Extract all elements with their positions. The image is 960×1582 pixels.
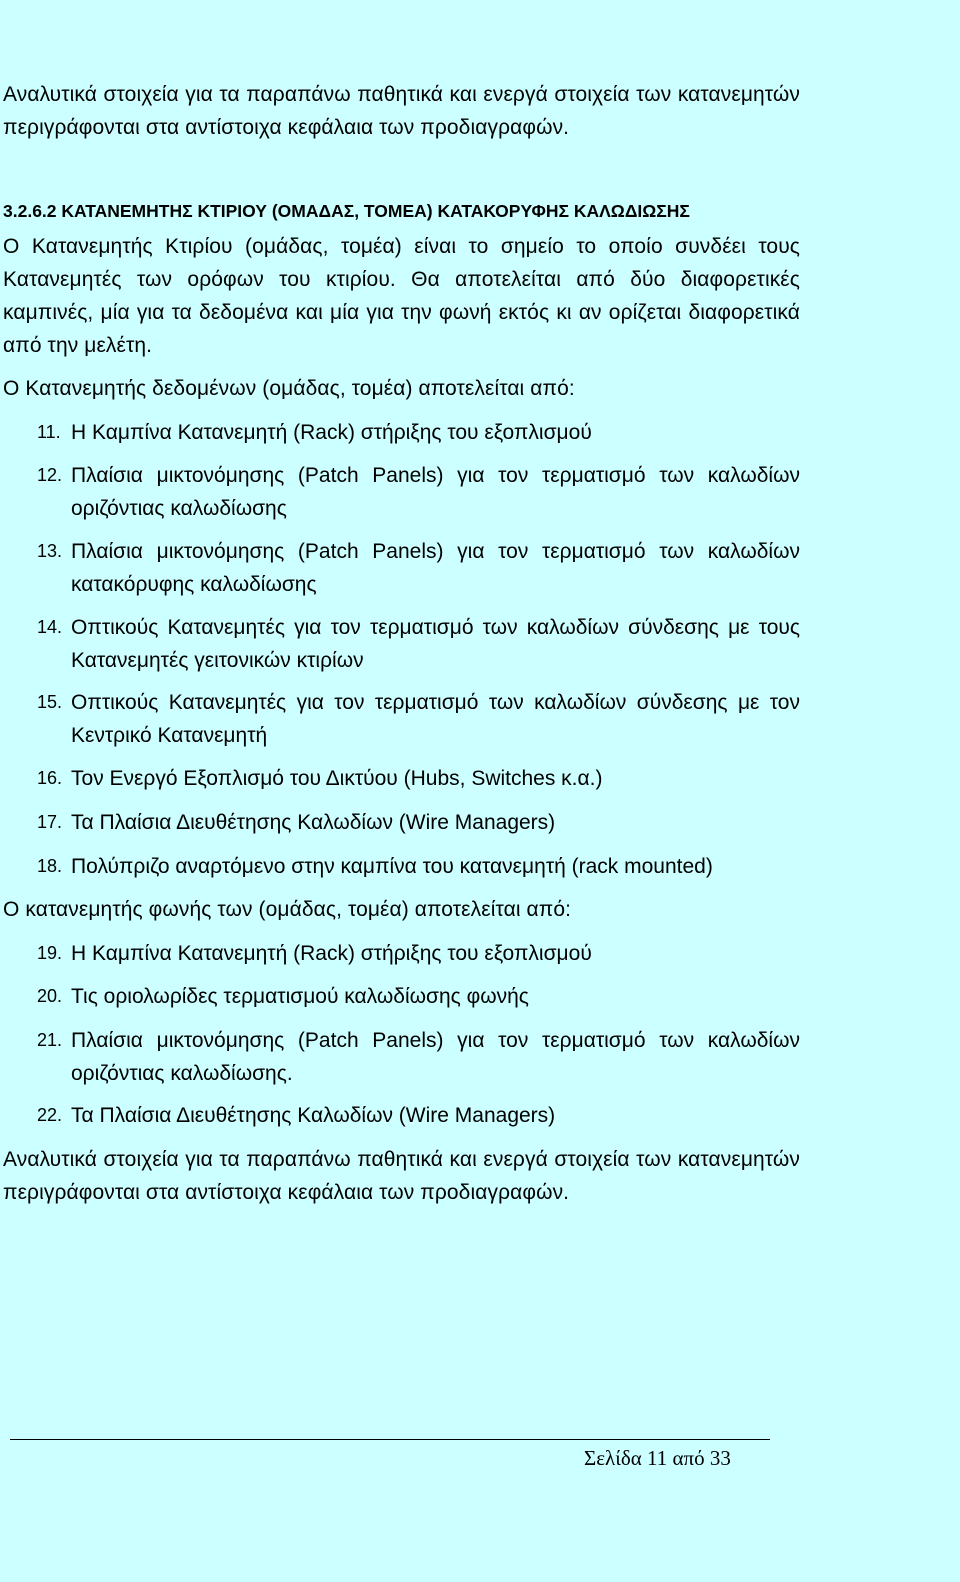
list-item-text: Η Καμπίνα Κατανεμητή (Rack) στήριξης του εξοπλισμού <box>71 942 592 965</box>
section-paragraph: Ο Κατανεμητής Κτιρίου (ομάδας, τομέα) είναι το σημείο το οποίο συνδέει τους Κατανεμητές των ορόφων του κτιρίου. Θα αποτελείται από δύο διαφορετικές καμπινές, μία για τα δεδομένα και μία για την φωνή εκτός κι αν ορίζεται διαφορετικά από την μελέτη. <box>3 235 800 357</box>
list-item <box>37 611 800 677</box>
list-item <box>37 937 800 970</box>
list-item-number: 11. <box>37 422 61 442</box>
voice-distributor-intro: Ο κατανεμητής φωνής των (ομάδας, τομέα) αποτελείται από: <box>3 898 572 921</box>
closing-paragraph: Αναλυτικά στοιχεία για τα παραπάνω παθητικά και ενεργά στοιχεία των κατανεμητών περιγράφονται στα αντίστοιχα κεφάλαια των προδιαγραφών. <box>3 1148 800 1204</box>
list-item-number: 12. <box>37 465 63 485</box>
data-distributor-intro: Ο Κατανεμητής δεδομένων (ομάδας, τομέα) αποτελείται από: <box>3 377 575 400</box>
section-heading: 3.2.6.2 ΚΑΤΑΝΕΜΗΤΗΣ ΚΤΙΡΙΟΥ (ΟΜΑΔΑΣ, ΤΟΜΕΑ) ΚΑΤΑΚΟΡΥΦΗΣ ΚΑΛΩΔΙΩΣΗΣ <box>3 201 690 221</box>
list-item <box>37 459 800 525</box>
intro-paragraph: Αναλυτικά στοιχεία για τα παραπάνω παθητικά και ενεργά στοιχεία των κατανεμητών περιγράφονται στα αντίστοιχα κεφάλαια των προδιαγραφών. <box>3 83 800 139</box>
list-item-text: Τα Πλαίσια Διευθέτησης Καλωδίων (Wire Managers) <box>71 811 556 834</box>
list-item-text: Τον Ενεργό Εξοπλισμό του Δικτύου (Hubs, Switches κ.α.) <box>71 767 603 790</box>
list-item-text: Πλαίσια μικτονόμησης (Patch Panels) για τον τερματισμό των καλωδίων οριζόντιας καλωδίωσης <box>71 464 800 520</box>
list-item-text: Οπτικούς Κατανεμητές για τον τερματισμό των καλωδίων σύνδεσης με τον Κεντρικό Κατανεμητή <box>71 691 800 747</box>
list-item-text: Τις οριολωρίδες τερματισμού καλωδίωσης φωνής <box>71 985 529 1008</box>
list-item-number: 13. <box>37 541 63 561</box>
list-item-text: Πολύπριζο αναρτόμενο στην καμπίνα του κατανεμητή (rack mounted) <box>71 855 713 878</box>
footer-divider <box>10 1439 770 1440</box>
list-item-text: Πλαίσια μικτονόμησης (Patch Panels) για τον τερματισμό των καλωδίων κατακόρυφης καλωδίωσης <box>71 540 800 596</box>
list-item-number: 15. <box>37 692 63 712</box>
list-item <box>37 980 800 1013</box>
list-item <box>37 535 800 601</box>
list-item-number: 19. <box>37 943 63 963</box>
list-item-number: 17. <box>37 812 63 832</box>
list-item <box>37 850 800 883</box>
list-item <box>37 1024 800 1090</box>
list-item-text: Πλαίσια μικτονόμησης (Patch Panels) για τον τερματισμό των καλωδίων οριζόντιας καλωδίωσης. <box>71 1029 800 1085</box>
list-item-number: 22. <box>37 1105 63 1125</box>
list-item-number: 14. <box>37 617 63 637</box>
list-item-number: 16. <box>37 768 63 788</box>
list-item <box>37 416 800 449</box>
page-number: Σελίδα 11 από 33 <box>584 1446 731 1470</box>
list-item <box>37 806 800 839</box>
list-item-text: Οπτικούς Κατανεμητές για τον τερματισμό των καλωδίων σύνδεσης με τους Κατανεμητές γειτονικών κτιρίων <box>71 616 800 672</box>
list-item <box>37 686 800 752</box>
list-item-text: Η Καμπίνα Κατανεμητή (Rack) στήριξης του εξοπλισμού <box>71 421 592 444</box>
list-item <box>37 762 800 795</box>
list-item-number: 20. <box>37 986 63 1006</box>
list-item-number: 18. <box>37 856 63 876</box>
list-item-number: 21. <box>37 1030 63 1050</box>
list-item <box>37 1099 800 1132</box>
list-item-text: Τα Πλαίσια Διευθέτησης Καλωδίων (Wire Managers) <box>71 1104 556 1127</box>
